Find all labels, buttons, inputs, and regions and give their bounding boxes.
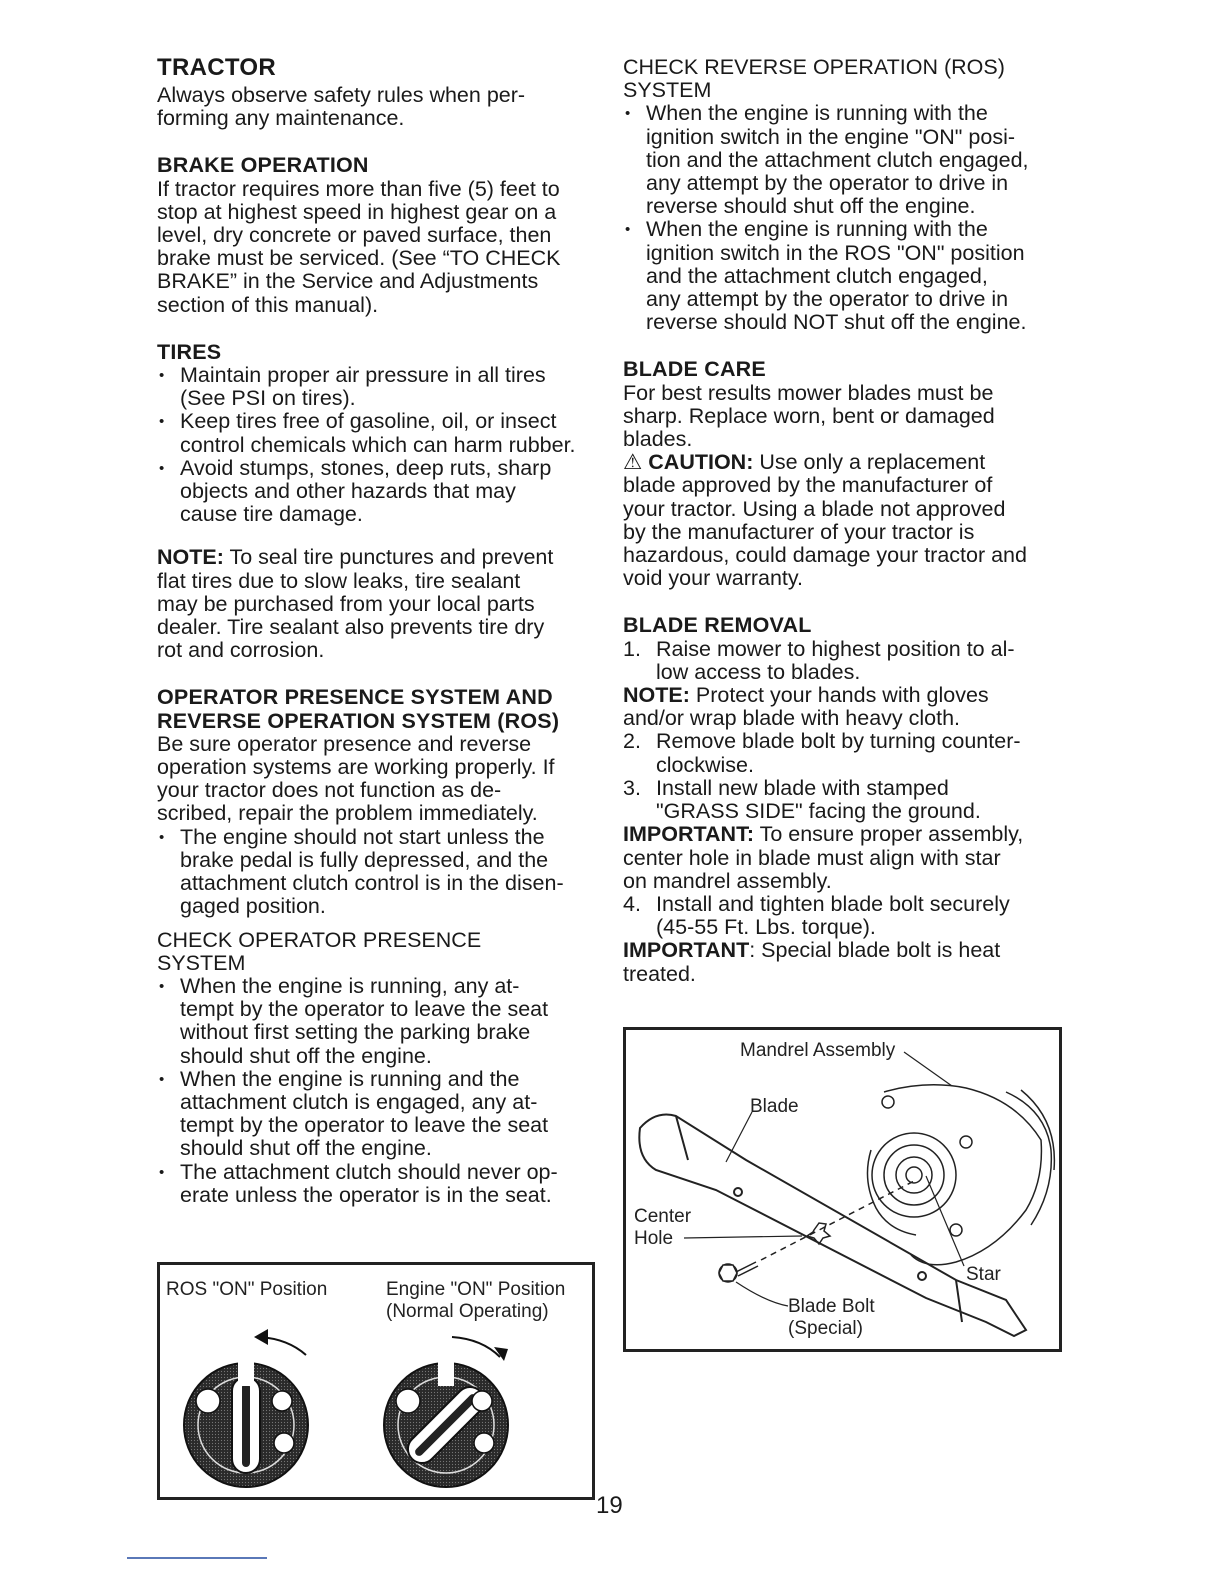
star-hole-icon bbox=[807, 1223, 830, 1244]
engine-on-switch-icon bbox=[384, 1337, 508, 1487]
blade-care-heading: BLADE CARE bbox=[623, 357, 766, 382]
blade-removal-step-1 bbox=[623, 638, 1063, 684]
blade-bolt-label: Blade Bolt (Special) bbox=[788, 1296, 875, 1339]
important-1: IMPORTANT: To ensure proper assembly, center hole in blade must align with star on mandrel assembly. bbox=[623, 822, 1024, 893]
list-item: • Keep tires free of gasoline, oil, or insect control chemicals which can harm rubber. bbox=[157, 410, 597, 456]
engine-on-label: Engine "ON" Position (Normal Operating) bbox=[386, 1279, 566, 1322]
star-label: Star bbox=[966, 1264, 1001, 1285]
list-item: • Avoid stumps, stones, deep ruts, sharp objects and other hazards that may cause tire damage. bbox=[157, 457, 597, 527]
tires-list bbox=[157, 364, 597, 526]
blade-removal-steps-2-3 bbox=[623, 730, 1063, 823]
list-item: 2. Remove blade bolt by turning counter- clockwise. bbox=[623, 729, 1021, 777]
blade-care-text: For best results mower blades must be sharp. Replace worn, bent or damaged blades. bbox=[623, 380, 995, 452]
check-ros-list bbox=[623, 102, 1063, 334]
brake-text: If tractor requires more than five (5) feet to stop at highest speed in highest gear on a level, dry concrete or paved surface, then brake must be serviced. (See “TO CHECK BRAKE” in the Service and Adjustments section of this manual). bbox=[157, 176, 561, 317]
ops-heading: OPERATOR PRESENCE SYSTEM AND REVERSE OPERATION SYSTEM (ROS) bbox=[157, 685, 560, 733]
page-number: 19 bbox=[596, 1492, 623, 1519]
list-item: 1. Raise mower to highest position to al- low access to blades. bbox=[623, 636, 1015, 684]
right-column bbox=[623, 50, 1063, 986]
list-item: • The engine should not start unless the brake pedal is fully depressed, and the attachment clutch control is in the disen- gaged position. bbox=[157, 826, 597, 919]
footer-rule bbox=[127, 1557, 267, 1559]
tires-heading: TIRES bbox=[157, 339, 222, 364]
ros-on-label: ROS "ON" Position bbox=[166, 1279, 328, 1300]
list-item: 3. Install new blade with stamped "GRASS SIDE" facing the ground. bbox=[623, 775, 981, 824]
list-item: • When the engine is running, any at- tempt by the operator to leave the seat without first setting the parking brake should shut off the engine. bbox=[157, 975, 597, 1068]
blade-removal-step-4 bbox=[623, 893, 1063, 939]
tractor-heading: TRACTOR bbox=[157, 54, 276, 81]
ros-on-switch-icon bbox=[184, 1329, 308, 1487]
mandrel-assembly-label: Mandrel Assembly bbox=[740, 1040, 896, 1061]
check-ops-heading: CHECK OPERATOR PRESENCE SYSTEM bbox=[157, 927, 482, 975]
ops-text: Be sure operator presence and reverse operation systems are working properly. If your tractor does not function as de- scribed, repair the problem immediately. bbox=[157, 731, 555, 826]
list-item: • When the engine is running and the attachment clutch is engaged, any at- tempt by the operator to leave the seat should shut off the engine. bbox=[157, 1068, 597, 1161]
list-item: 4. Install and tighten blade bolt securely (45-55 Ft. Lbs. torque). bbox=[623, 891, 1010, 940]
important-2: IMPORTANT: Special blade bolt is heat treated. bbox=[623, 938, 1001, 986]
center-hole-label: Center Hole bbox=[634, 1206, 692, 1249]
blade-label: Blade bbox=[750, 1096, 799, 1117]
list-item: • When the engine is running with the ignition switch in the ROS "ON" position and the attachment clutch engaged, any attempt by the operator to drive in reverse should NOT shut off the engine. bbox=[623, 218, 1063, 334]
blade-bolt-icon bbox=[719, 1262, 758, 1282]
tire-note: NOTE: To seal tire punctures and prevent flat tires due to slow leaks, tire sealant may be purchased from your local parts dealer. Tire sealant also prevents tire dry rot and corrosion. bbox=[157, 545, 554, 663]
mandrel-assembly-icon bbox=[867, 1085, 1054, 1265]
figure-code: 02828 bbox=[442, 1473, 468, 1483]
check-ros-heading: CHECK REVERSE OPERATION (ROS) SYSTEM bbox=[623, 55, 1005, 103]
list-item: • When the engine is running with the ignition switch in the engine "ON" posi- tion and the attachment clutch engaged, any attempt by the operator to drive in reverse should shut off the engine. bbox=[623, 102, 1063, 218]
list-item: • Maintain proper air pressure in all tires (See PSI on tires). bbox=[157, 364, 597, 410]
blade-removal-heading: BLADE REMOVAL bbox=[623, 613, 812, 638]
left-column bbox=[157, 50, 597, 1207]
caution-text: ⚠ CAUTION: Use only a replacement blade approved by the manufacturer of your tractor. Using a blade not approved by the manufacturer of your tractor is hazardous, could damage your tractor and void your warranty. bbox=[623, 450, 1027, 591]
ignition-switch-figure bbox=[157, 1262, 595, 1500]
list-item: • The attachment clutch should never op- erate unless the operator is in the seat. bbox=[157, 1161, 597, 1207]
blade-mandrel-figure bbox=[623, 1027, 1062, 1352]
check-ops-list bbox=[157, 975, 597, 1207]
tractor-text: Always observe safety rules when per- forming any maintenance. bbox=[157, 83, 526, 131]
blade-note: NOTE: Protect your hands with gloves and/or wrap blade with heavy cloth. bbox=[623, 683, 989, 731]
brake-heading: BRAKE OPERATION bbox=[157, 153, 369, 178]
ops-list bbox=[157, 826, 597, 919]
caution-icon: ⚠ bbox=[623, 450, 643, 475]
